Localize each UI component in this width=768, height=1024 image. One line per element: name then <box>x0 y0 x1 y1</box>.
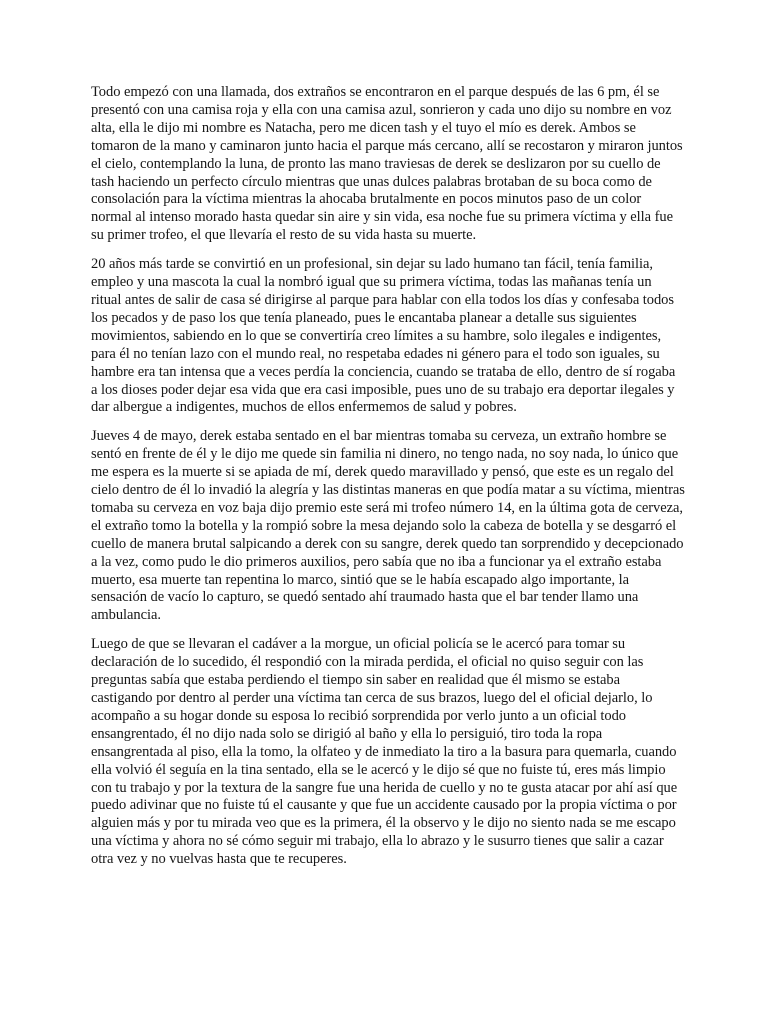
paragraph-2: 20 años más tarde se convirtió en un profesional, sin dejar su lado humano tan fácil, tenía familia, empleo y una mascota la cual la nombró igual que su primera víctima, todas las mañanas tenía un ritual antes de salir de casa sé dirigirse al parque para hablar con ella todos los días y confesaba todos los pecados y de paso los que tenía planeado, pues le encantaba planear a detalle sus siguientes movimientos, sabiendo en lo que se convertiría creo límites a su hambre, solo ilegales e indigentes, para él no tenían lazo con el mundo real, no respetaba edades ni género para el todo son iguales, su hambre era tan intensa que a veces perdía la conciencia, cuando se trataba de ello, dentro de sí rogaba a los dioses poder dejar esa vida que era casi imposible, pues uno de su trabajo era deportar ilegales y dar albergue a indigentes, muchos de ellos enfermemos de salud y pobres. <box>91 256 676 416</box>
document-page <box>91 84 685 880</box>
paragraph-1: Todo empezó con una llamada, dos extraños se encontraron en el parque después de las 6 pm, él se presentó con una camisa roja y ella con una camisa azul, sonrieron y cada uno dijo su nombre en voz alta, ella le dijo mi nombre es Natacha, pero me dicen tash y el tuyo el mío es derek. Ambos se tomaron de la mano y caminaron junto hacia el parque más cercano, allí se recostaron y miraron juntos el cielo, contemplando la luna, de pronto las mano traviesas de derek se deslizaron por su cuello de tash haciendo un perfecto círculo mientras que unas dulces palabras brotaban de su boca como de consolación para la víctima mientras la ahocaba brutalmente en pocos minutos paso de un color normal al intenso morado hasta quedar sin aire y sin vida, esa noche fue su primera víctima y ella fue su primer trofeo, el que llevaría el resto de su vida hasta su muerte. <box>91 84 683 244</box>
paragraph-3: Jueves 4 de mayo, derek estaba sentado en el bar mientras tomaba su cerveza, un extraño hombre se sentó en frente de él y le dijo me quede sin familia ni dinero, no tengo nada, no soy nada, lo único que me espera es la muerte si se apiada de mí, derek quedo maravillado y pensó, que este es un regalo del cielo dentro de él lo invadió la alegría y las distintas maneras en que podía matar a su víctima, mientras tomaba su cerveza en voz baja dijo premio este será mi trofeo número 14, en la última gota de cerveza, el extraño tomo la botella y la rompió sobre la mesa dejando solo la cabeza de botella y se desgarró el cuello de manera brutal salpicando a derek con su sangre, derek quedo tan sorprendido y decepcionado a la vez, como pudo le dio primeros auxilios, pero sabía que no iba a funcionar ya el extraño estaba muerto, esa muerte tan repentina lo marco, sintió que se le había escapado algo importante, la sensación de vacío lo capturo, se quedó sentado ahí traumado hasta que el bar tender llamo una ambulancia. <box>91 428 685 624</box>
paragraph-4: Luego de que se llevaran el cadáver a la morgue, un oficial policía se le acercó para tomar su declaración de lo sucedido, él respondió con la mirada perdida, el oficial no quiso seguir con las preguntas sabía que estaba perdiendo el tiempo sin saber en realidad que él mismo se estaba castigando por dentro al perder una víctima tan cerca de sus brazos, luego del el oficial dejarlo, lo acompaño a su hogar donde su esposa lo recibió sorprendida por verlo junto a un oficial todo ensangrentado, él no dijo nada solo se dirigió al baño y ella lo persiguió, tiro toda la ropa ensangrentada al piso, ella la tomo, la olfateo y de inmediato la tiro a la basura para quemarla, cuando ella volvió él seguía en la tina sentado, ella se le acercó y le dijo sé que no fuiste tú, eres más limpio con tu trabajo y por la textura de la sangre fue una herida de cuello y no te gusta atacar por ahí así que puedo adivinar que no fuiste tú el causante y que fue un accidente causado por la propia víctima o por alguien más y por tu mirada veo que es la primera, él la observo y le dijo no siento nada se me escapo una víctima y ahora no sé cómo seguir mi trabajo, ella lo abrazo y le susurro tienes que salir a cazar otra vez y no vuelvas hasta que te recuperes. <box>91 636 678 868</box>
